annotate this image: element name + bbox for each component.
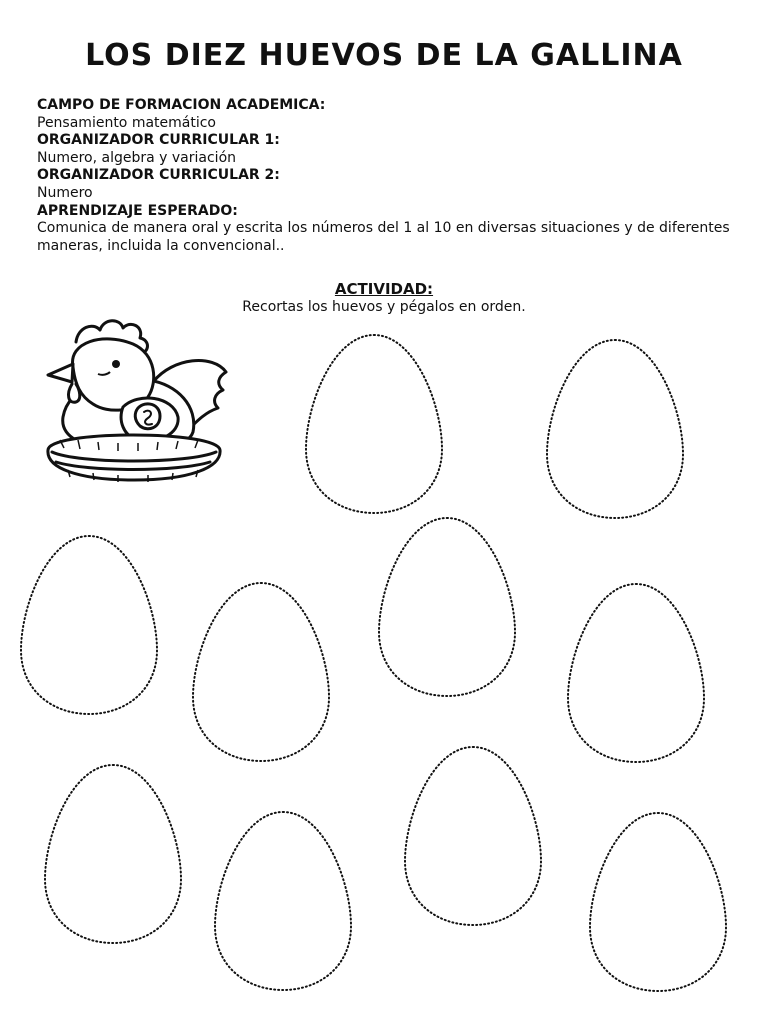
field-heading-aprendizaje: APRENDIZAJE ESPERADO: xyxy=(37,202,238,219)
activity-heading: ACTIVIDAD: xyxy=(334,280,434,298)
egg-cutout xyxy=(18,534,160,716)
egg-cutout xyxy=(565,582,707,764)
egg-cutout xyxy=(42,763,184,945)
egg-cutout xyxy=(190,581,332,763)
page-title: LOS DIEZ HUEVOS DE LA GALLINA xyxy=(85,38,683,73)
field-value-aprendizaje: Comunica de manera oral y escrita los números del 1 al 10 en diversas situaciones y de diferentes maneras, incluida la convencional.. xyxy=(37,220,730,254)
egg-cutout xyxy=(376,516,518,698)
field-value-campo: Pensamiento matemático xyxy=(37,114,216,131)
hen-on-nest-icon xyxy=(38,312,228,494)
field-heading-organizador-2: ORGANIZADOR CURRICULAR 2: xyxy=(37,167,280,184)
field-value-organizador-1: Numero, algebra y variación xyxy=(37,149,237,166)
egg-cutout xyxy=(212,810,354,992)
egg-cutout xyxy=(587,811,729,993)
field-heading-organizador-1: ORGANIZADOR CURRICULAR 1: xyxy=(37,132,280,149)
activity-instruction: Recortas los huevos y pégalos en orden. xyxy=(242,299,526,315)
field-value-organizador-2: Numero xyxy=(37,184,93,201)
field-heading-campo: CAMPO DE FORMACION ACADEMICA: xyxy=(37,97,326,113)
curriculum-info xyxy=(37,97,737,255)
egg-cutout xyxy=(402,745,544,927)
egg-cutout xyxy=(303,333,445,515)
egg-cutout xyxy=(544,338,686,520)
activity-section xyxy=(0,280,768,316)
